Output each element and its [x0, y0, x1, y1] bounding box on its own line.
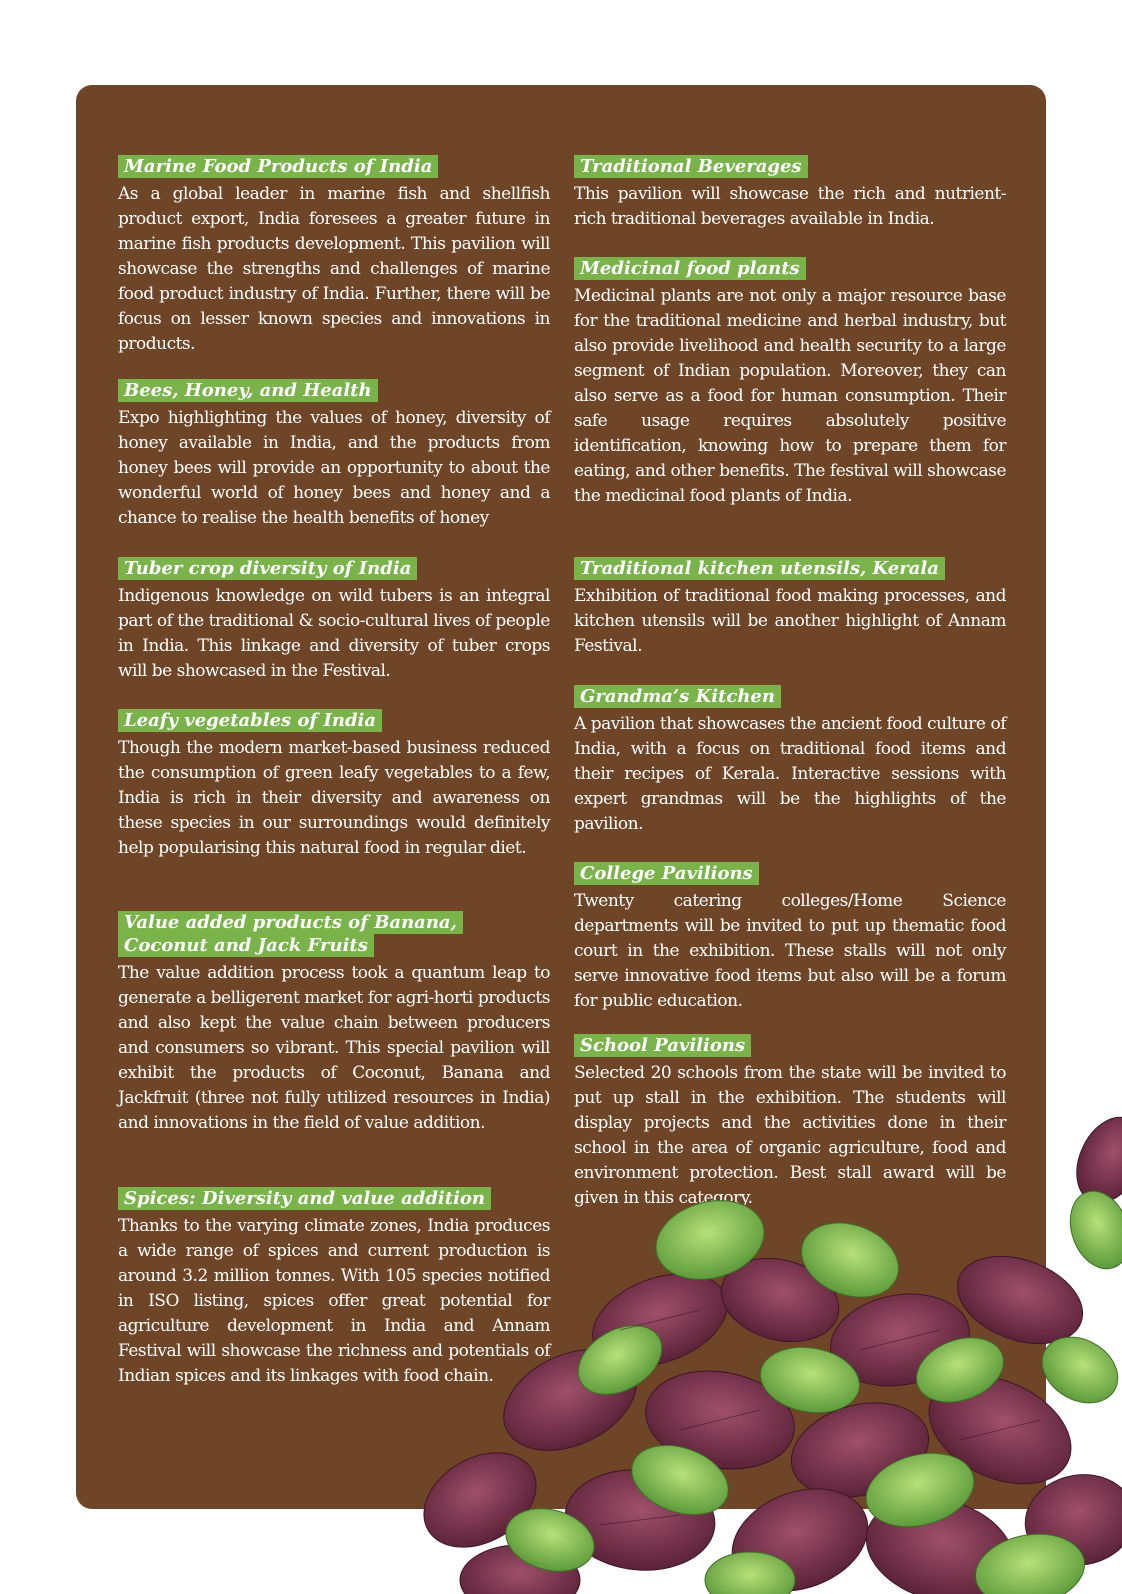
- section-tuber-crop: [118, 557, 550, 684]
- section-heading: Spices: Diversity and value addition: [118, 1187, 491, 1210]
- section-body: Selected 20 schools from the state will be invited to put up stall in the exhibition. The students will display projects and the activities done in their school in the area of organic agriculture, food and environment protection. Best stall award will be given in this category.: [574, 1063, 1006, 1208]
- section-traditional-beverages: [574, 155, 1006, 232]
- section-body: Twenty catering colleges/Home Science departments will be invited to put up thematic food court in the exhibition. These stalls will not only serve innovative food items but also will be a forum for public education.: [574, 891, 1006, 1011]
- section-heading: School Pavilions: [574, 1034, 751, 1057]
- section-body: Exhibition of traditional food making processes, and kitchen utensils will be another highlight of Annam Festival.: [574, 586, 1006, 656]
- section-heading: Tuber crop diversity of India: [118, 557, 417, 580]
- section-bees-honey: [118, 379, 550, 531]
- section-marine-food: [118, 155, 550, 357]
- section-body: The value addition process took a quantum leap to generate a belligerent market for agri-horti products and also kept the value chain between producers and consumers so vibrant. This special pavilion will exhibit the products of Coconut, Banana and Jackfruit (three not fully utilized resources in India) and innovations in the field of value addition.: [118, 963, 550, 1133]
- section-heading: Traditional Beverages: [574, 155, 808, 178]
- section-heading-line2: Coconut and Jack Fruits: [118, 934, 374, 957]
- section-medicinal-food-plants: [574, 257, 1006, 509]
- section-grandmas-kitchen: [574, 685, 1006, 837]
- section-body: Though the modern market-based business reduced the consumption of green leafy vegetables to a few, India is rich in their diversity and awareness on these species in our surroundings would definitely help popularising this natural food in regular diet.: [118, 738, 550, 858]
- section-leafy-vegetables: [118, 709, 550, 861]
- section-body: Indigenous knowledge on wild tubers is an integral part of the traditional & socio-cultural lives of people in India. This linkage and diversity of tuber crops will be showcased in the Festival.: [118, 586, 550, 681]
- leafy-vegetables-image: [420, 1100, 1122, 1594]
- section-heading: Medicinal food plants: [574, 257, 806, 280]
- section-body: A pavilion that showcases the ancient food culture of India, with a focus on traditional food items and their recipes of Kerala. Interactive sessions with expert grandmas will be the highlights of the pavilion.: [574, 714, 1006, 834]
- section-heading-line1: Value added products of Banana,: [118, 911, 463, 934]
- section-kitchen-utensils: [574, 557, 1006, 659]
- section-heading: Traditional kitchen utensils, Kerala: [574, 557, 945, 580]
- section-heading: College Pavilions: [574, 862, 759, 885]
- section-heading: Grandma’s Kitchen: [574, 685, 781, 708]
- section-heading: Bees, Honey, and Health: [118, 379, 378, 402]
- section-body: Expo highlighting the values of honey, diversity of honey available in India, and the products from honey bees will provide an opportunity to about the wonderful world of honey bees and honey and a chance to realise the health benefits of honey: [118, 408, 550, 528]
- section-heading: Marine Food Products of India: [118, 155, 438, 178]
- section-body: Thanks to the varying climate zones, India produces a wide range of spices and current production is around 3.2 million tonnes. With 105 species notified in ISO listing, spices offer great potential for agriculture development in India and Annam Festival will showcase the richness and potentials of Indian spices and its linkages with food chain.: [118, 1216, 550, 1386]
- section-college-pavilions: [574, 862, 1006, 1014]
- section-body: This pavilion will showcase the rich and nutrient-rich traditional beverages available in India.: [574, 184, 1006, 229]
- section-heading: Leafy vegetables of India: [118, 709, 382, 732]
- section-body: As a global leader in marine fish and shellfish product export, India foresees a greater future in marine fish products development. This pavilion will showcase the strengths and challenges of marine food product industry of India. Further, there will be focus on lesser known species and innovations in products.: [118, 184, 550, 354]
- section-body: Medicinal plants are not only a major resource base for the traditional medicine and herbal industry, but also provide livelihood and health security to a large segment of Indian population. Moreover, they can also serve as a food for human consumption. Their safe usage requires absolutely positive identification, knowing how to prepare them for eating, and other benefits. The festival will showcase the medicinal food plants of India.: [574, 286, 1006, 506]
